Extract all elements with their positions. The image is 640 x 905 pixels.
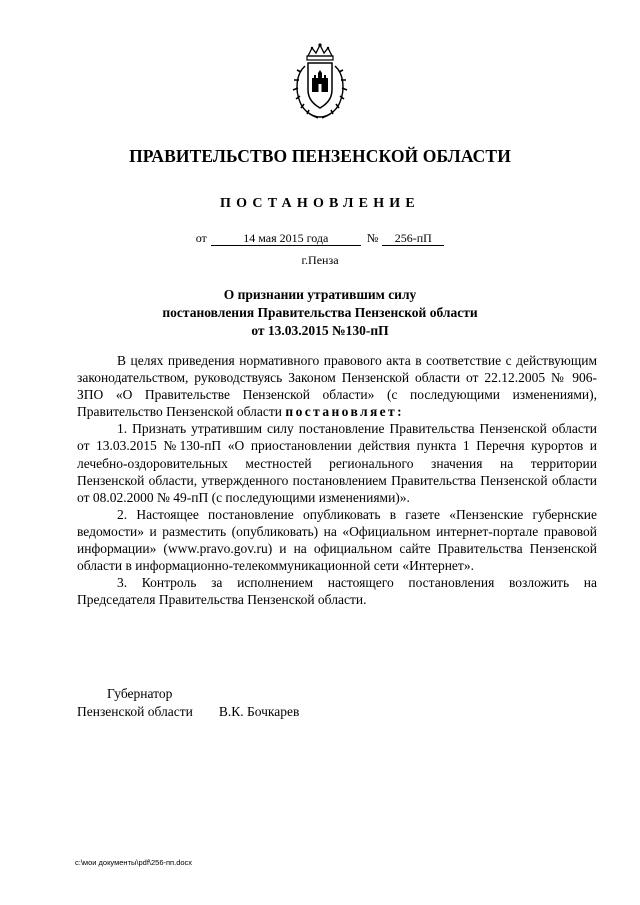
signatory-name: В.К. Бочкарев <box>218 704 300 719</box>
subject-line: от 13.03.2015 №130-пП <box>251 323 389 338</box>
coat-of-arms-emblem <box>292 42 348 122</box>
document-type: ПОСТАНОВЛЕНИЕ <box>220 196 420 211</box>
signature-block <box>77 685 299 721</box>
subject-line: постановления Правительства Пензенской области <box>162 305 478 320</box>
clause-paragraph: 3. Контроль за исполнением настоящего постановления возложить на Председателя Правительства Пензенской области. <box>77 575 597 608</box>
signatory-position: Губернатор <box>107 686 173 701</box>
signatory-row <box>77 703 299 721</box>
government-title: ПРАВИТЕЛЬСТВО ПЕНЗЕНСКОЙ ОБЛАСТИ <box>129 146 511 166</box>
signatory-region: Пензенской области <box>77 704 193 719</box>
subject-line: О признании утратившим силу <box>223 287 417 302</box>
date-label: от <box>195 231 207 245</box>
date-number-row <box>0 231 640 246</box>
preamble-paragraph <box>77 352 597 420</box>
clause-paragraph: 2. Настоящее постановление опубликовать в газете «Пензенские губернские ведомости» и разместить (опубликовать) на «Официальном интернет-портале правовой информации» (www.pravo.gov.ru) и на официальном сайте Правительства Пензенской области в информационно-телекоммуникационной сети «Интернет». <box>77 506 597 574</box>
file-path-footer: c:\мои документы\pdf\256-пп.docx <box>75 858 193 867</box>
date-value: 14 мая 2015 года <box>211 231 361 246</box>
clause-paragraph: 1. Признать утратившим силу постановление Правительства Пензенской области от 13.03.2015 №130-пП «О приостановлении действия пункта 1 Перечня курортов и лечебно-оздоровительных местностей регионального значения на территории Пензенской области, утвержденного постановлением Правительства Пензенской области от 08.02.2000 № 49-пП (с последующими изменениями)». <box>77 421 597 505</box>
city: г.Пенза <box>301 253 339 267</box>
document-subject <box>0 286 640 340</box>
resolution-keyword: постановляет: <box>285 404 404 420</box>
number-value: 256-пП <box>382 231 444 246</box>
number-label: № <box>366 231 379 245</box>
preamble-text: В целях приведения нормативного правового акта в соответствие с действующим законодательством, руководствуясь Законом Пензенской области от 22.12.2005 № 906-ЗПО «О Правительстве Пензенской области» (с последующими изменениями), Правительство Пензенской области <box>77 353 597 420</box>
document-body <box>77 352 597 608</box>
